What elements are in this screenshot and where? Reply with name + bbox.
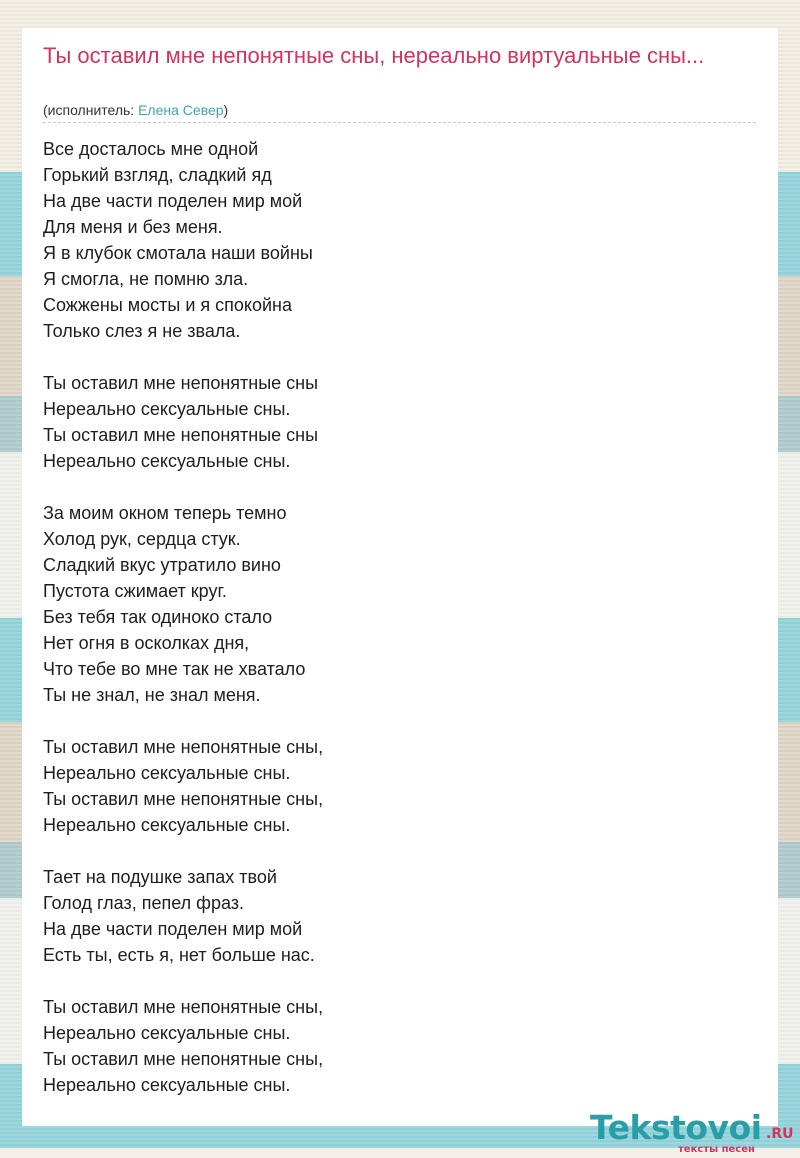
dashed-divider — [43, 122, 756, 123]
artist-prefix: (исполнитель: — [43, 102, 139, 118]
lyrics-line: Ты оставил мне непонятные сны, — [43, 789, 324, 809]
logo-domain-suffix: .RU — [766, 1126, 794, 1142]
lyrics-line: На две части поделен мир мой — [43, 191, 303, 211]
lyrics-line: Я смогла, не помню зла. — [43, 269, 249, 289]
lyrics-stanza — [43, 500, 323, 708]
lyrics-line: Для меня и без меня. — [43, 217, 223, 237]
lyrics-line: Ты оставил мне непонятные сны — [43, 425, 319, 445]
artist-link[interactable]: Елена Север — [138, 102, 224, 118]
lyrics-line: Я в клубок смотала наши войны — [43, 243, 313, 263]
lyrics-line: Ты не знал, не знал меня. — [43, 685, 261, 705]
lyrics-line: Нереально сексуальные сны. — [43, 1075, 291, 1095]
lyrics-stanza — [43, 994, 323, 1098]
lyrics-body — [43, 136, 323, 1098]
lyrics-stanza — [43, 734, 323, 838]
lyrics-line: Без тебя так одиноко стало — [43, 607, 273, 627]
lyrics-line: Ты оставил мне непонятные сны, — [43, 1049, 324, 1069]
lyrics-line: Есть ты, есть я, нет больше нас. — [43, 945, 315, 965]
artist-line — [43, 102, 228, 118]
lyrics-line: Нереально сексуальные сны. — [43, 763, 291, 783]
lyrics-line: Тает на подушке запах твой — [43, 867, 277, 887]
song-title: Ты оставил мне непонятные сны, нереально виртуальные сны... — [43, 43, 705, 68]
lyrics-card — [22, 28, 794, 1155]
lyrics-line: Ты оставил мне непонятные сны, — [43, 997, 324, 1017]
lyrics-line: Что тебе во мне так не хватало — [43, 659, 306, 679]
lyrics-line: Сожжены мосты и я спокойна — [43, 295, 293, 315]
lyrics-stanza — [43, 864, 323, 968]
artist-suffix: ) — [223, 102, 229, 118]
lyrics-line: Нет огня в осколках дня, — [43, 633, 250, 653]
logo-text: Tekstovoi — [590, 1108, 762, 1147]
lyrics-line: Все досталось мне одной — [43, 139, 259, 159]
lyrics-line: На две части поделен мир мой — [43, 919, 303, 939]
lyrics-stanza — [43, 370, 323, 474]
lyrics-line: Холод рук, сердца стук. — [43, 529, 241, 549]
logo-tagline: тексты песен — [678, 1144, 755, 1155]
lyrics-line: Ты оставил мне непонятные сны — [43, 373, 319, 393]
lyrics-line: Сладкий вкус утратило вино — [43, 555, 281, 575]
lyrics-line: Нереально сексуальные сны. — [43, 451, 291, 471]
lyrics-line: Ты оставил мне непонятные сны, — [43, 737, 324, 757]
lyrics-line: Только слез я не звала. — [43, 321, 241, 341]
lyrics-line: Нереально сексуальные сны. — [43, 815, 291, 835]
lyrics-stanza — [43, 136, 323, 344]
lyrics-line: Горький взгляд, сладкий яд — [43, 165, 272, 185]
lyrics-line: Пустота сжимает круг. — [43, 581, 227, 601]
lyrics-line: Нереально сексуальные сны. — [43, 1023, 291, 1043]
lyrics-line: Голод глаз, пепел фраз. — [43, 893, 245, 913]
lyrics-line: Нереально сексуальные сны. — [43, 399, 291, 419]
lyrics-line: За моим окном теперь темно — [43, 503, 287, 523]
site-logo[interactable] — [590, 1108, 800, 1158]
